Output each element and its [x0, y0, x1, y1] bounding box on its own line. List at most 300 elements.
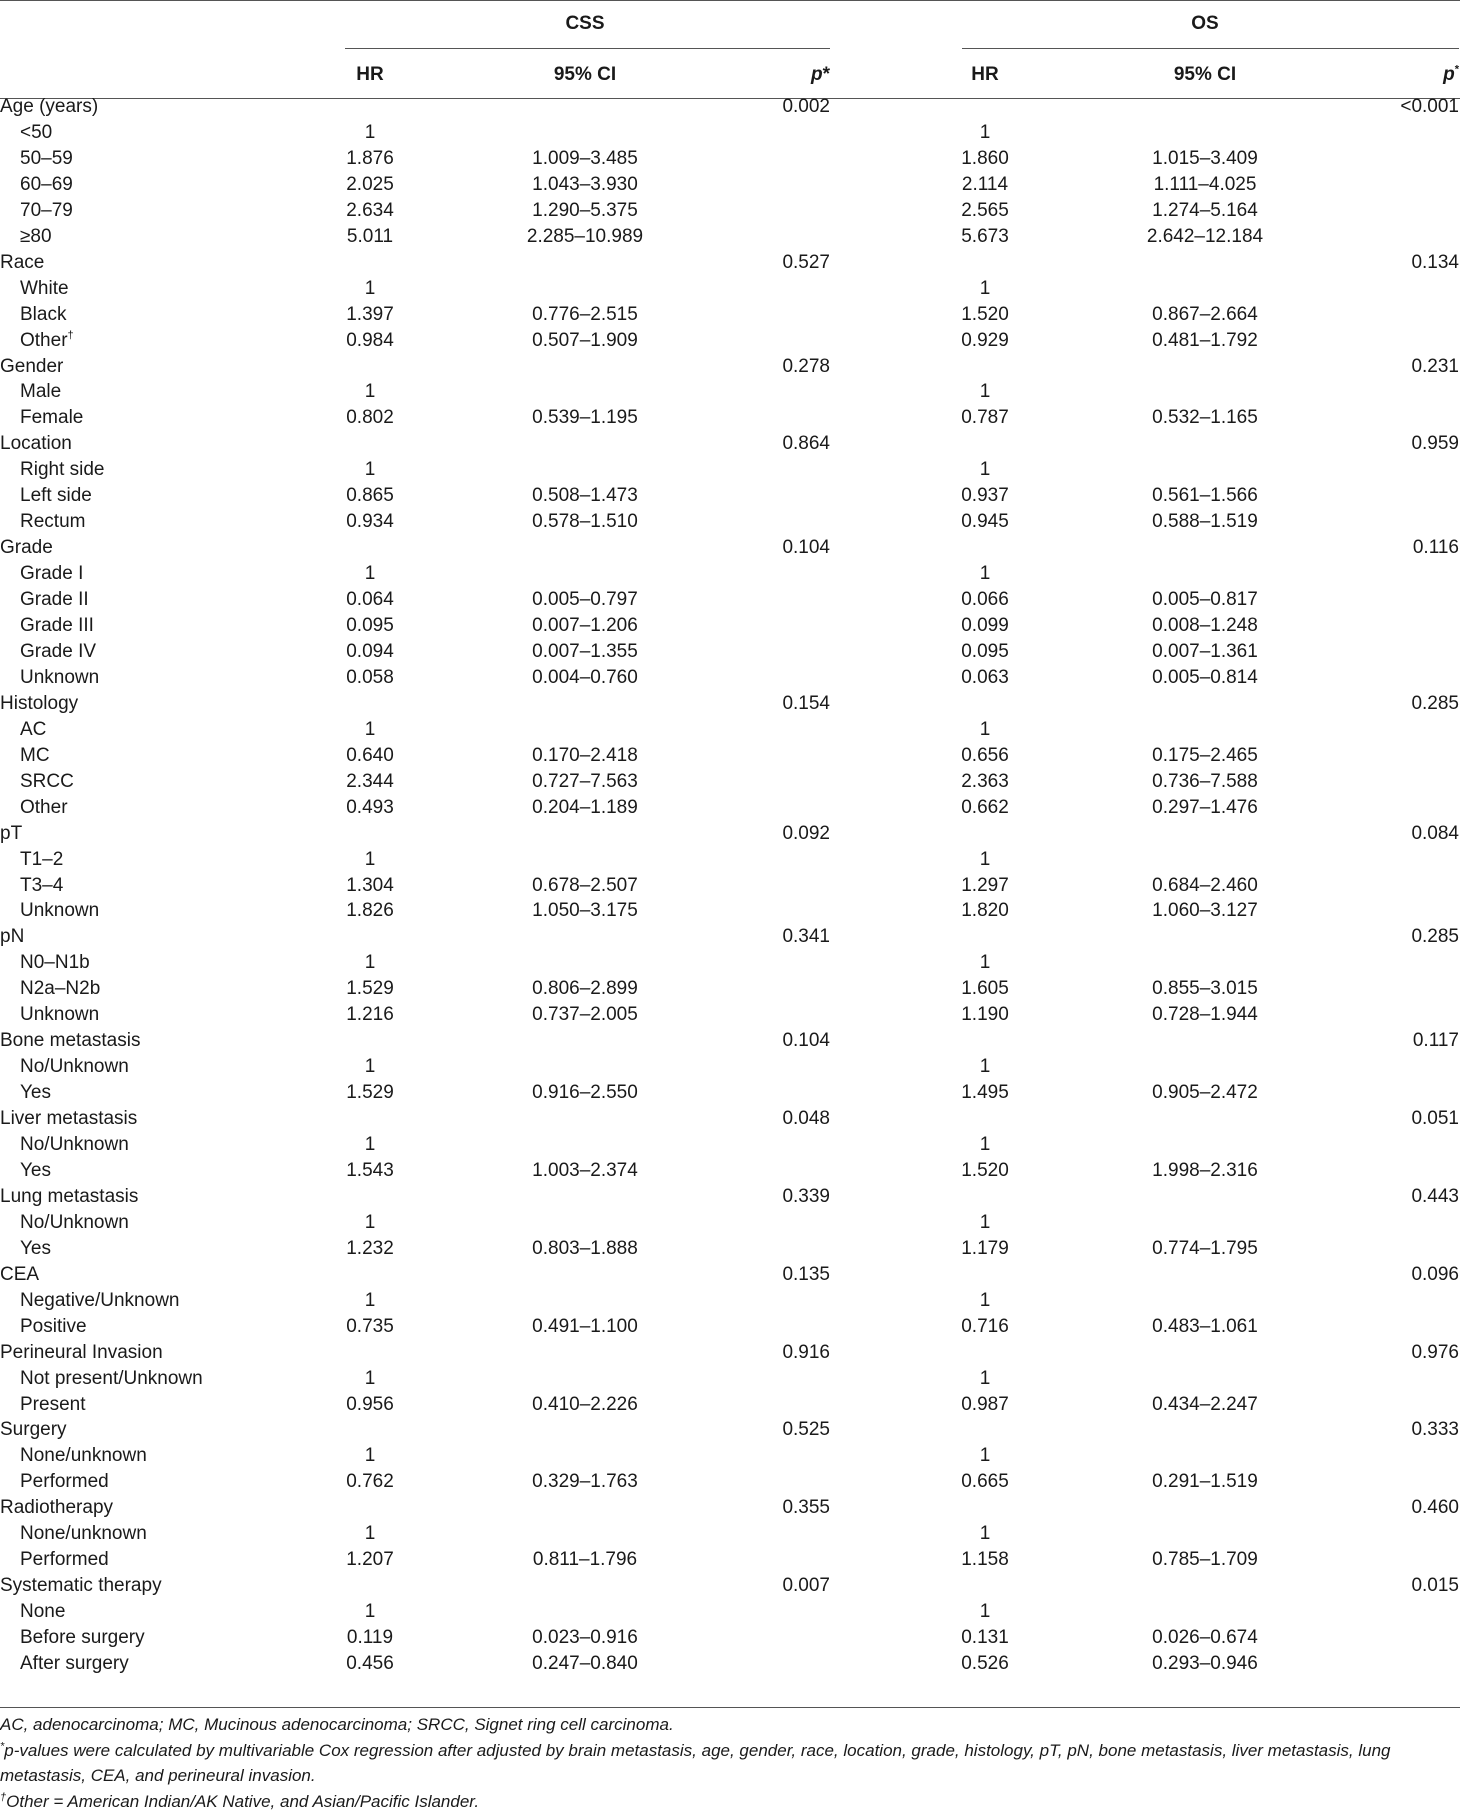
- os-hr-cell: 1: [979, 381, 991, 402]
- row-label-text: Unknown: [20, 1004, 100, 1025]
- os-hr-cell: 5.673: [961, 226, 1009, 247]
- css-hr-cell: 1: [364, 1134, 376, 1155]
- os-ci-cell: 0.774–1.795: [1152, 1238, 1258, 1259]
- os-hr-cell: 1.158: [961, 1549, 1009, 1570]
- row-sublabel: [20, 1288, 179, 1314]
- os-ci-cell: 0.007–1.361: [1152, 641, 1258, 662]
- css-p-cell: 0.527: [782, 252, 830, 273]
- row-label-text: AC: [20, 719, 47, 740]
- os-p-cell: 0.117: [1412, 1030, 1459, 1051]
- row-sublabel: [20, 743, 50, 769]
- row-label-text: Right side: [20, 459, 105, 480]
- row-label-text: <50: [20, 122, 53, 143]
- css-p-cell: 0.048: [782, 1108, 830, 1129]
- row-label-text: MC: [20, 745, 50, 766]
- css-hr-cell: 1.543: [346, 1160, 394, 1181]
- css-ci-cell: 0.170–2.418: [532, 745, 638, 766]
- os-ci-cell: 0.005–0.814: [1152, 667, 1258, 688]
- row-label-text: 70–79: [20, 200, 73, 221]
- top-rule: [0, 0, 1460, 1]
- row-label-text: Left side: [20, 485, 92, 506]
- css-hr-cell: 0.119: [346, 1627, 394, 1648]
- css-p-cell: 0.135: [782, 1264, 830, 1285]
- css-hr-cell: 1.304: [346, 875, 394, 896]
- os-hr-cell: 0.987: [961, 1394, 1009, 1415]
- row-label-text: ≥80: [20, 226, 52, 247]
- os-ci-cell: 0.785–1.709: [1152, 1549, 1258, 1570]
- os-p-cell: 0.285: [1411, 926, 1459, 947]
- os-ci-cell: 0.175–2.465: [1152, 745, 1258, 766]
- row-category-label: [0, 354, 63, 380]
- row-sublabel: [20, 1443, 147, 1469]
- os-hr-cell: 1: [979, 278, 991, 299]
- footnote-abbrev: AC, adenocarcinoma; MC, Mucinous adenocarcinoma; SRCC, Signet ring cell carcinoma.: [0, 1715, 674, 1734]
- row-label-text: White: [20, 278, 69, 299]
- css-hr-cell: 5.011: [346, 226, 394, 247]
- row-label-text: Rectum: [20, 511, 86, 532]
- row-category-label: [0, 1340, 163, 1366]
- row-sublabel: [20, 898, 99, 924]
- os-ci-cell: 0.855–3.015: [1152, 978, 1258, 999]
- css-hr-cell: 0.058: [346, 667, 394, 688]
- css-ci-cell: 2.285–10.989: [526, 226, 644, 247]
- os-hr-cell: 1.820: [961, 900, 1009, 921]
- css-p-cell: 0.916: [782, 1342, 830, 1363]
- row-sublabel: [20, 1314, 87, 1340]
- os-hr-cell: 0.662: [961, 797, 1009, 818]
- row-category-label: [0, 1184, 138, 1210]
- css-ci-cell: 1.050–3.175: [532, 900, 638, 921]
- row-sublabel: [20, 302, 66, 328]
- row-sublabel: [20, 379, 61, 405]
- css-hr-cell: 2.634: [346, 200, 394, 221]
- row-sublabel: [20, 1521, 147, 1547]
- os-ci-cell: 0.005–0.817: [1152, 589, 1258, 610]
- row-label-text: CEA: [0, 1264, 40, 1285]
- row-label-text: Grade III: [20, 615, 94, 636]
- row-sublabel: [20, 457, 105, 483]
- os-hr-cell: 1: [979, 1290, 991, 1311]
- row-sublabel: [20, 717, 46, 743]
- row-category-label: [0, 94, 98, 120]
- os-p-mark: *: [1454, 63, 1459, 76]
- css-group-header: CSS: [565, 13, 605, 34]
- row-label-text: Not present/Unknown: [20, 1368, 203, 1389]
- row-label-text: Grade II: [20, 589, 89, 610]
- css-hr-header: HR: [356, 64, 384, 85]
- os-hr-cell: 0.526: [961, 1653, 1009, 1674]
- css-p-cell: 0.341: [782, 926, 830, 947]
- row-category-label: [0, 1573, 162, 1599]
- css-hr-cell: 1: [364, 719, 376, 740]
- css-hr-cell: 1: [364, 1056, 376, 1077]
- css-ci-cell: 0.007–1.206: [532, 615, 638, 636]
- row-sublabel: [20, 276, 69, 302]
- row-label-text: 50–59: [20, 148, 73, 169]
- css-ci-cell: 0.410–2.226: [532, 1394, 638, 1415]
- row-label-text: Other: [20, 797, 68, 818]
- row-sublabel: [20, 172, 73, 198]
- os-p-cell: 0.460: [1411, 1497, 1459, 1518]
- css-hr-cell: 1: [364, 1523, 376, 1544]
- css-hr-cell: 1.232: [346, 1238, 394, 1259]
- row-label-text: Radiotherapy: [0, 1497, 114, 1518]
- os-group-rule: [962, 48, 1459, 49]
- css-ci-cell: 0.803–1.888: [532, 1238, 638, 1259]
- css-hr-cell: 0.956: [346, 1394, 394, 1415]
- css-p-cell: 0.864: [782, 433, 830, 454]
- row-sublabel: [20, 1132, 129, 1158]
- os-hr-cell: 1: [979, 1445, 991, 1466]
- row-label-text: Negative/Unknown: [20, 1290, 180, 1311]
- css-ci-header: 95% CI: [553, 64, 617, 85]
- css-p-mark: *: [822, 64, 830, 85]
- row-category-label: [0, 431, 72, 457]
- os-p-cell: <0.001: [1400, 96, 1459, 117]
- row-sublabel: [20, 1002, 99, 1028]
- css-p-cell: 0.007: [782, 1575, 830, 1596]
- os-hr-cell: 0.066: [961, 589, 1009, 610]
- row-sublabel: [20, 1392, 85, 1418]
- os-p-cell: 0.134: [1411, 252, 1459, 273]
- row-sublabel: [20, 1469, 109, 1495]
- row-category-label: [0, 924, 24, 950]
- css-p-cell: 0.104: [782, 1030, 830, 1051]
- row-label-text: Yes: [20, 1082, 51, 1103]
- row-label-text: SRCC: [20, 771, 74, 792]
- css-hr-cell: 0.094: [346, 641, 394, 662]
- css-ci-cell: 0.329–1.763: [532, 1471, 638, 1492]
- os-ci-cell: 2.642–12.184: [1146, 226, 1264, 247]
- os-p-cell: 0.976: [1411, 1342, 1459, 1363]
- footnote-star-mark: *: [0, 1740, 5, 1753]
- row-sublabel: [20, 198, 73, 224]
- os-ci-cell: 0.736–7.588: [1152, 771, 1258, 792]
- css-hr-cell: 1: [364, 459, 376, 480]
- row-label-text: T3–4: [20, 875, 64, 896]
- os-p-cell: 0.333: [1411, 1419, 1459, 1440]
- os-hr-cell: 0.131: [961, 1627, 1009, 1648]
- row-category-label: [0, 1262, 39, 1288]
- os-ci-cell: 1.274–5.164: [1152, 200, 1258, 221]
- row-category-label: [0, 250, 44, 276]
- row-label-text: Male: [20, 381, 62, 402]
- css-hr-cell: 1: [364, 563, 376, 584]
- os-p-header: [1310, 65, 1459, 85]
- os-hr-cell: 0.937: [961, 485, 1009, 506]
- css-hr-cell: 1.529: [346, 978, 394, 999]
- row-sublabel: [20, 405, 83, 431]
- row-label-text: Unknown: [20, 900, 100, 921]
- row-label-text: pN: [0, 926, 25, 947]
- row-sublabel: [20, 146, 73, 172]
- os-ci-cell: 0.561–1.566: [1152, 485, 1258, 506]
- row-category-label: [0, 1495, 113, 1521]
- css-p-cell: 0.355: [782, 1497, 830, 1518]
- css-ci-cell: 0.491–1.100: [532, 1316, 638, 1337]
- os-ci-cell: 0.293–0.946: [1152, 1653, 1258, 1674]
- os-hr-cell: 1: [979, 952, 991, 973]
- row-label-text: No/Unknown: [20, 1134, 129, 1155]
- css-ci-cell: 0.023–0.916: [532, 1627, 638, 1648]
- css-ci-cell: 1.009–3.485: [532, 148, 638, 169]
- css-group-rule: [345, 48, 830, 49]
- row-sublabel: [20, 1210, 129, 1236]
- row-category-label: [0, 1417, 67, 1443]
- os-hr-cell: 0.716: [961, 1316, 1009, 1337]
- row-sublabel: [20, 613, 94, 639]
- row-label-text: T1–2: [20, 849, 64, 870]
- row-sublabel: [20, 224, 52, 250]
- row-sublabel: [20, 1158, 51, 1184]
- os-hr-cell: 0.929: [961, 330, 1009, 351]
- row-sublabel: [20, 639, 96, 665]
- css-hr-cell: 2.344: [346, 771, 394, 792]
- row-sublabel: [20, 847, 63, 873]
- css-hr-cell: 1.207: [346, 1549, 394, 1570]
- css-ci-cell: 0.737–2.005: [532, 1004, 638, 1025]
- css-ci-cell: 0.776–2.515: [532, 304, 638, 325]
- os-ci-cell: 1.015–3.409: [1152, 148, 1258, 169]
- os-ci-cell: 0.532–1.165: [1152, 407, 1258, 428]
- row-sublabel: [20, 120, 52, 146]
- row-label-text: Lung metastasis: [0, 1186, 139, 1207]
- css-p-letter: p: [810, 64, 823, 85]
- row-sublabel: [20, 328, 74, 354]
- css-ci-cell: 1.290–5.375: [532, 200, 638, 221]
- css-hr-cell: 1: [364, 849, 376, 870]
- os-p-cell: 0.443: [1411, 1186, 1459, 1207]
- row-label-text: Grade: [0, 537, 53, 558]
- os-ci-cell: 0.905–2.472: [1152, 1082, 1258, 1103]
- row-sublabel: [20, 665, 99, 691]
- os-hr-cell: 2.114: [961, 174, 1009, 195]
- css-hr-cell: 1: [364, 1290, 376, 1311]
- os-hr-cell: 1: [979, 1601, 991, 1622]
- css-ci-cell: 0.007–1.355: [532, 641, 638, 662]
- css-p-cell: 0.002: [782, 96, 830, 117]
- os-hr-cell: 0.099: [961, 615, 1009, 636]
- css-ci-cell: 0.247–0.840: [532, 1653, 638, 1674]
- os-hr-cell: 1.605: [961, 978, 1009, 999]
- css-ci-cell: 0.004–0.760: [532, 667, 638, 688]
- os-ci-header: 95% CI: [1173, 64, 1237, 85]
- css-hr-cell: 0.095: [346, 615, 394, 636]
- row-label-text: N0–N1b: [20, 952, 90, 973]
- os-hr-cell: 0.945: [961, 511, 1009, 532]
- os-hr-cell: 1: [979, 1368, 991, 1389]
- os-ci-cell: 0.684–2.460: [1152, 875, 1258, 896]
- os-ci-cell: 0.434–2.247: [1152, 1394, 1258, 1415]
- css-ci-cell: 1.003–2.374: [532, 1160, 638, 1181]
- row-sublabel: [20, 561, 83, 587]
- row-label-text: Present: [20, 1394, 86, 1415]
- os-hr-cell: 1.860: [961, 148, 1009, 169]
- row-label-text: Histology: [0, 693, 79, 714]
- os-p-cell: 0.096: [1411, 1264, 1459, 1285]
- row-label-text: Grade IV: [20, 641, 97, 662]
- css-hr-cell: 1: [364, 381, 376, 402]
- os-hr-cell: 1: [979, 849, 991, 870]
- css-p-cell: 0.154: [782, 693, 830, 714]
- os-hr-cell: 1: [979, 1523, 991, 1544]
- row-label-text: Female: [20, 407, 84, 428]
- css-hr-cell: 1: [364, 1445, 376, 1466]
- row-sublabel: [20, 950, 90, 976]
- row-category-label: [0, 691, 78, 717]
- row-label-text: Black: [20, 304, 67, 325]
- css-ci-cell: 0.204–1.189: [532, 797, 638, 818]
- css-ci-cell: 0.507–1.909: [532, 330, 638, 351]
- row-label-text: None/unknown: [20, 1445, 147, 1466]
- css-p-cell: 0.092: [782, 823, 830, 844]
- css-hr-cell: 1.529: [346, 1082, 394, 1103]
- os-hr-cell: 2.565: [961, 200, 1009, 221]
- css-hr-cell: 1: [364, 1368, 376, 1389]
- os-hr-cell: 1: [979, 1134, 991, 1155]
- row-sublabel: [20, 873, 63, 899]
- row-label-text: Before surgery: [20, 1627, 145, 1648]
- row-label-text: Performed: [20, 1549, 109, 1570]
- os-hr-cell: 1: [979, 1056, 991, 1077]
- row-sublabel: [20, 483, 92, 509]
- row-label-text: Grade I: [20, 563, 84, 584]
- css-hr-cell: 0.640: [346, 745, 394, 766]
- os-p-cell: 0.015: [1411, 1575, 1459, 1596]
- css-hr-cell: 1.826: [346, 900, 394, 921]
- row-label-text: After surgery: [20, 1653, 129, 1674]
- os-ci-cell: 0.291–1.519: [1152, 1471, 1258, 1492]
- css-hr-cell: 0.762: [346, 1471, 394, 1492]
- row-label-text: pT: [0, 823, 23, 844]
- os-hr-cell: 0.095: [961, 641, 1009, 662]
- css-hr-cell: 0.493: [346, 797, 394, 818]
- css-hr-cell: 1: [364, 122, 376, 143]
- row-sublabel: [20, 1080, 51, 1106]
- row-label-text: Liver metastasis: [0, 1108, 138, 1129]
- os-ci-cell: 0.483–1.061: [1152, 1316, 1258, 1337]
- css-ci-cell: 0.916–2.550: [532, 1082, 638, 1103]
- css-hr-cell: 1: [364, 952, 376, 973]
- row-label-text: No/Unknown: [20, 1212, 129, 1233]
- os-hr-cell: 0.063: [961, 667, 1009, 688]
- os-hr-cell: 1: [979, 459, 991, 480]
- row-label-text: Surgery: [0, 1419, 67, 1440]
- css-ci-cell: 0.678–2.507: [532, 875, 638, 896]
- row-label-text: Location: [0, 433, 72, 454]
- os-hr-cell: 0.656: [961, 745, 1009, 766]
- os-ci-cell: 1.111–4.025: [1153, 174, 1257, 195]
- row-label-text: Bone metastasis: [0, 1030, 141, 1051]
- os-hr-cell: 1.179: [961, 1238, 1009, 1259]
- os-ci-cell: 0.867–2.664: [1152, 304, 1258, 325]
- row-sublabel: [20, 509, 85, 535]
- footnote-dagger-mark: †: [0, 1791, 7, 1804]
- css-hr-cell: 0.456: [346, 1653, 394, 1674]
- os-p-letter: p: [1443, 64, 1455, 85]
- css-hr-cell: 0.984: [346, 330, 394, 351]
- row-sublabel: [20, 795, 68, 821]
- footnote-star: [0, 1739, 1460, 1763]
- os-hr-cell: 0.787: [961, 407, 1009, 428]
- row-sublabel: [20, 1547, 109, 1573]
- row-label-text: Unknown: [20, 667, 100, 688]
- os-hr-cell: 1.190: [961, 1004, 1009, 1025]
- row-label-text: Yes: [20, 1238, 51, 1259]
- row-label-text: Performed: [20, 1471, 109, 1492]
- css-hr-cell: 1: [364, 1212, 376, 1233]
- row-label-text: Systematic therapy: [0, 1575, 162, 1596]
- os-ci-cell: 0.588–1.519: [1152, 511, 1258, 532]
- os-p-cell: 0.084: [1411, 823, 1459, 844]
- row-label-text: Other: [20, 330, 68, 351]
- os-p-cell: 0.285: [1411, 693, 1459, 714]
- os-ci-cell: 0.297–1.476: [1152, 797, 1258, 818]
- css-hr-cell: 1.876: [346, 148, 394, 169]
- row-sublabel: [20, 587, 89, 613]
- os-hr-cell: 1.520: [961, 1160, 1009, 1181]
- footnote-dagger-text: Other = American Indian/AK Native, and Asian/Pacific Islander.: [6, 1792, 480, 1811]
- row-category-label: [0, 1028, 140, 1054]
- css-p-header: [690, 65, 830, 85]
- footnote-star-line1: p-values were calculated by multivariable Cox regression after adjusted by brain metastasis, age, gender, race, location, grade, histology, pT, pN, bone metastasis, liver metastasis, lung: [4, 1741, 1391, 1760]
- css-ci-cell: 0.005–0.797: [532, 589, 638, 610]
- row-sublabel: [20, 1236, 51, 1262]
- row-sublabel: [20, 1054, 129, 1080]
- row-sublabel: [20, 976, 100, 1002]
- row-label-text: N2a–N2b: [20, 978, 101, 999]
- os-ci-cell: 0.481–1.792: [1152, 330, 1258, 351]
- css-hr-cell: 1.397: [346, 304, 394, 325]
- os-hr-header: HR: [971, 64, 999, 85]
- os-hr-cell: 1.297: [961, 875, 1009, 896]
- os-ci-cell: 1.998–2.316: [1152, 1160, 1258, 1181]
- os-p-cell: 0.051: [1411, 1108, 1459, 1129]
- os-hr-cell: 0.665: [961, 1471, 1009, 1492]
- row-label-text: Perineural Invasion: [0, 1342, 163, 1363]
- os-hr-cell: 1.495: [961, 1082, 1009, 1103]
- row-sublabel: [20, 1651, 129, 1677]
- css-p-cell: 0.104: [782, 537, 830, 558]
- css-ci-cell: 0.539–1.195: [532, 407, 638, 428]
- css-hr-cell: 0.865: [346, 485, 394, 506]
- css-hr-cell: 0.735: [346, 1316, 394, 1337]
- os-group-header: OS: [1191, 13, 1219, 34]
- os-hr-cell: 1.520: [961, 304, 1009, 325]
- css-p-cell: 0.339: [782, 1186, 830, 1207]
- css-ci-cell: 1.043–3.930: [532, 174, 638, 195]
- css-ci-cell: 0.508–1.473: [532, 485, 638, 506]
- row-label-text: Race: [0, 252, 45, 273]
- os-hr-cell: 1: [979, 122, 991, 143]
- row-sublabel: [20, 1366, 203, 1392]
- os-ci-cell: 1.060–3.127: [1152, 900, 1258, 921]
- css-p-cell: 0.525: [782, 1419, 830, 1440]
- css-ci-cell: 0.578–1.510: [532, 511, 638, 532]
- css-hr-cell: 1: [364, 1601, 376, 1622]
- row-sublabel: [20, 769, 74, 795]
- row-label-text: None: [20, 1601, 66, 1622]
- os-hr-cell: 1: [979, 1212, 991, 1233]
- css-hr-cell: 1: [364, 278, 376, 299]
- row-label-text: Age (years): [0, 96, 99, 117]
- css-hr-cell: 0.064: [346, 589, 394, 610]
- os-hr-cell: 2.363: [961, 771, 1009, 792]
- os-p-cell: 0.959: [1411, 433, 1459, 454]
- row-sublabel: [20, 1599, 65, 1625]
- os-p-cell: 0.231: [1411, 356, 1459, 377]
- row-label-text: Positive: [20, 1316, 87, 1337]
